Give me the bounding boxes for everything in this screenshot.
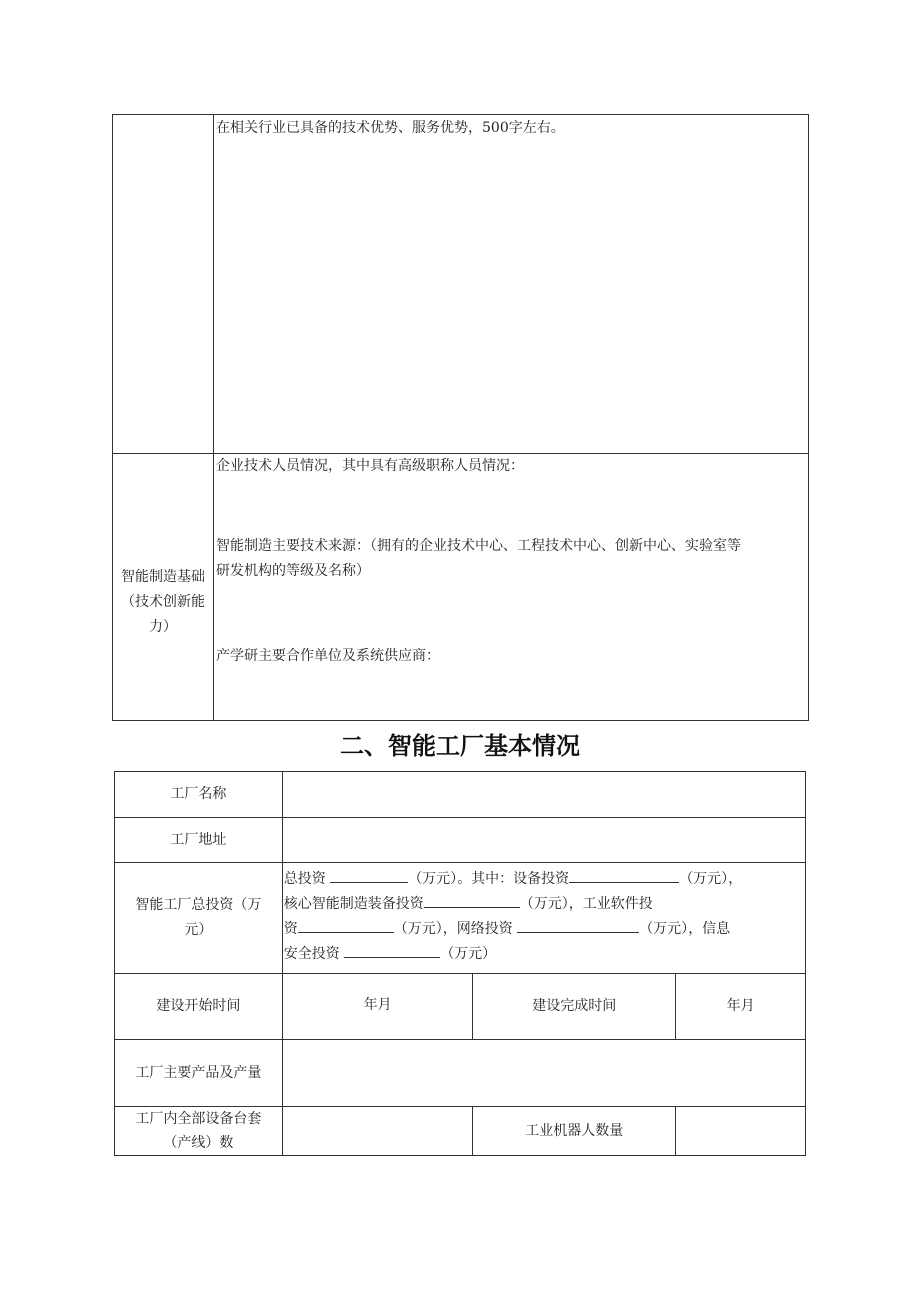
total-investment-blank[interactable] — [330, 867, 408, 883]
investment-field[interactable]: 总投资 （万元）。其中：设备投资 （万元）， 核心智能制造装备投资 （万元），工业软件投 资 （万元），网络投资 （万元），信息 安全投资 （万元） — [282, 863, 805, 974]
partners-prompt: 产学研主要合作单位及系统供应商： — [216, 648, 440, 664]
tech-source-prompt: 智能制造主要技术来源：（拥有的企业技术中心、工程技术中心、创新中心、实验室等 研发机构的等级及名称） — [216, 538, 741, 579]
products-label: 工厂主要产品及产量 — [115, 1040, 283, 1107]
factory-name-label: 工厂名称 — [115, 772, 283, 818]
network-investment-blank[interactable] — [517, 917, 639, 933]
end-time-field[interactable]: 年月 — [676, 974, 806, 1040]
end-time-label: 建设完成时间 — [473, 974, 676, 1040]
factory-address-label: 工厂地址 — [115, 818, 283, 863]
advantage-prompt: 在相关行业已具备的技术优势、服务优势，500字左右。 — [216, 120, 565, 136]
section-title: 二、智能工厂基本情况 — [340, 732, 580, 760]
security-investment-blank[interactable] — [344, 942, 440, 958]
robots-label: 工业机器人数量 — [473, 1107, 676, 1156]
equipment-count-label: 工厂内全部设备台套 （产线）数 — [115, 1107, 283, 1156]
factory-info-table — [114, 771, 806, 1156]
equipment-count-field[interactable] — [282, 1107, 473, 1156]
base-label-cell: 智能制造基础 （技术创新能 力） — [113, 454, 214, 721]
factory-address-field[interactable] — [282, 818, 805, 863]
base-label: 智能制造基础 — [121, 569, 205, 585]
tech-staff-prompt: 企业技术人员情况，其中具有高级职称人员情况： — [216, 458, 524, 474]
base-content-cell[interactable] — [214, 454, 809, 721]
start-time-field[interactable]: 年月 — [282, 974, 473, 1040]
equipment-investment-blank[interactable] — [569, 867, 679, 883]
advantage-cell[interactable] — [214, 115, 809, 454]
investment-label: 智能工厂总投资（万 元） — [115, 863, 283, 974]
enterprise-info-table — [112, 114, 809, 721]
factory-name-field[interactable] — [282, 772, 805, 818]
software-investment-blank[interactable] — [298, 917, 394, 933]
advantage-label-cell — [113, 115, 214, 454]
start-time-label: 建设开始时间 — [115, 974, 283, 1040]
core-equipment-blank[interactable] — [424, 892, 520, 908]
robots-field[interactable] — [676, 1107, 806, 1156]
products-field[interactable] — [282, 1040, 805, 1107]
